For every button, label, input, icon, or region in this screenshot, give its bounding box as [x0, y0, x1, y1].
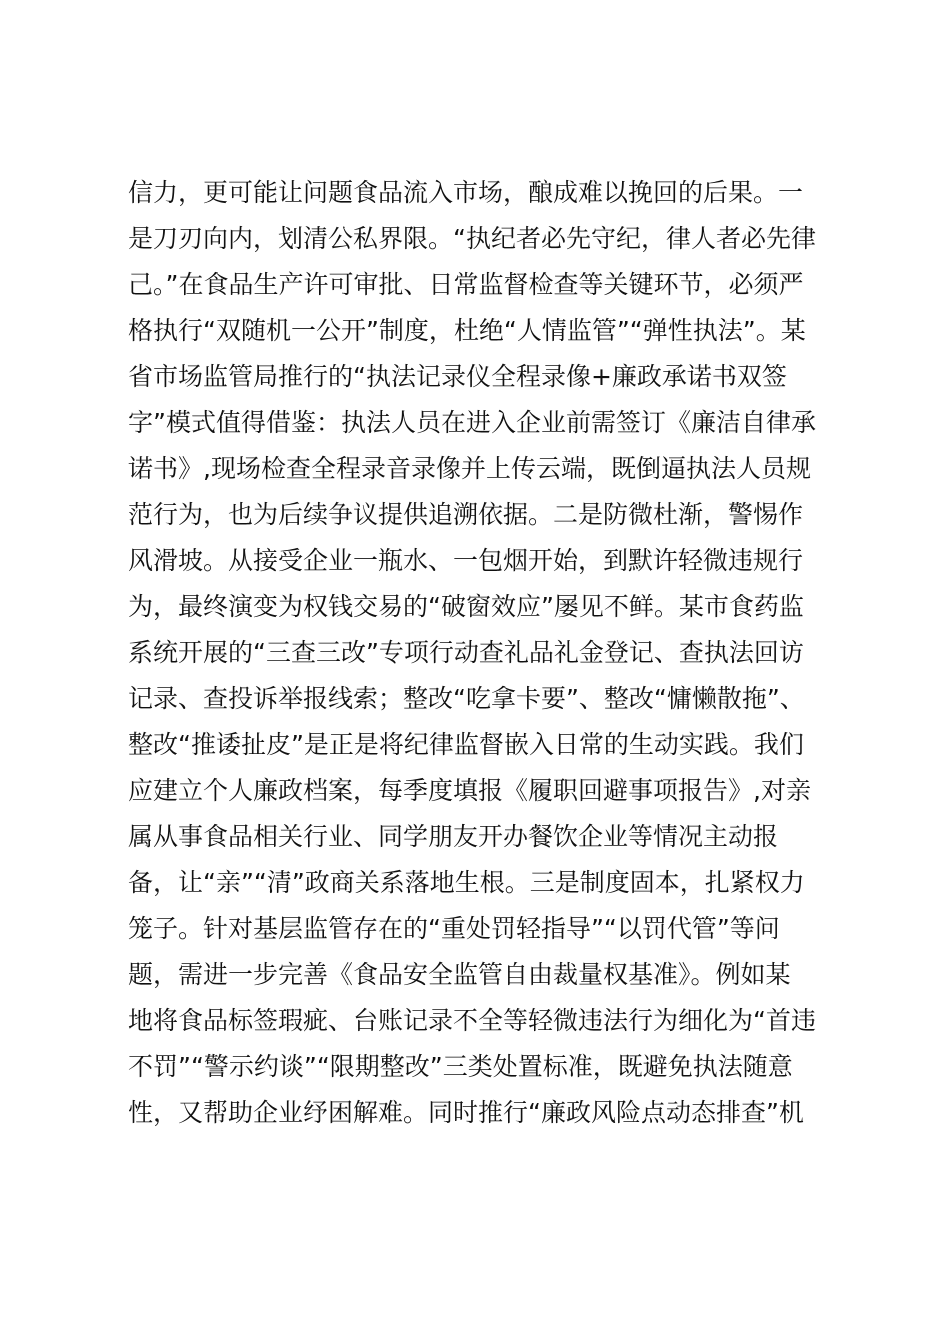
- text-line-4: 格执行“双随机一公开”制度，杜绝“人情监管”“弹性执法”。某: [128, 316, 806, 345]
- text-line-3: 己。”在食品生产许可审批、日常监督检查等关键环节，必须严: [128, 270, 804, 299]
- text-line-5: 省市场监管局推行的“执法记录仪全程录像+廉政承诺书双签: [128, 362, 787, 391]
- text-line-7: 诺书》,现场检查全程录音录像并上传云端，既倒逼执法人员规: [128, 454, 811, 483]
- text-line-10: 为，最终演变为权钱交易的“破窗效应”屡见不鲜。某市食药监: [128, 592, 804, 621]
- text-line-13: 整改“推诿扯皮”是正是将纪律监督嵌入日常的生动实践。我们: [128, 730, 804, 759]
- text-line-19: 地将食品标签瑕疵、台账记录不全等轻微违法行为细化为“首违: [128, 1006, 816, 1035]
- text-line-1: 信力，更可能让问题食品流入市场，酿成难以挽回的后果。一: [128, 178, 804, 207]
- text-line-14: 应建立个人廉政档案，每季度填报《履职回避事项报告》,对亲: [128, 776, 811, 805]
- text-line-9: 风滑坡。从接受企业一瓶水、一包烟开始，到默许轻微违规行: [128, 546, 804, 575]
- text-line-12: 记录、查投诉举报线索；整改“吃拿卡要”、整改“慵懒散拖”、: [128, 684, 805, 713]
- text-line-2: 是刀刃向内，划清公私界限。“执纪者必先守纪，律人者必先律: [128, 224, 816, 253]
- text-line-6: 字”模式值得借鉴：执法人员在进入企业前需签订《廉洁自律承: [128, 408, 816, 437]
- body-paragraph: [128, 170, 828, 1136]
- text-line-8: 范行为，也为后续争议提供追溯依据。二是防微杜渐，警惕作: [128, 500, 804, 529]
- text-line-18: 题，需进一步完善《食品安全监管自由裁量权基准》。例如某: [128, 960, 791, 989]
- text-line-17: 笼子。针对基层监管存在的“重处罚轻指导”“以罚代管”等问: [128, 914, 780, 943]
- text-line-11: 系统开展的“三查三改”专项行动查礼品礼金登记、查执法回访: [128, 638, 804, 667]
- text-line-20: 不罚”“警示约谈”“限期整改”三类处置标准，既避免执法随意: [128, 1052, 793, 1081]
- text-line-21: 性，又帮助企业纾困解难。同时推行“廉政风险点动态排查”机: [128, 1098, 804, 1127]
- text-line-15: 属从事食品相关行业、同学朋友开办餐饮企业等情况主动报: [128, 822, 779, 851]
- text-line-16: 备，让“亲”“清”政商关系落地生根。三是制度固本，扎紧权力: [128, 868, 805, 897]
